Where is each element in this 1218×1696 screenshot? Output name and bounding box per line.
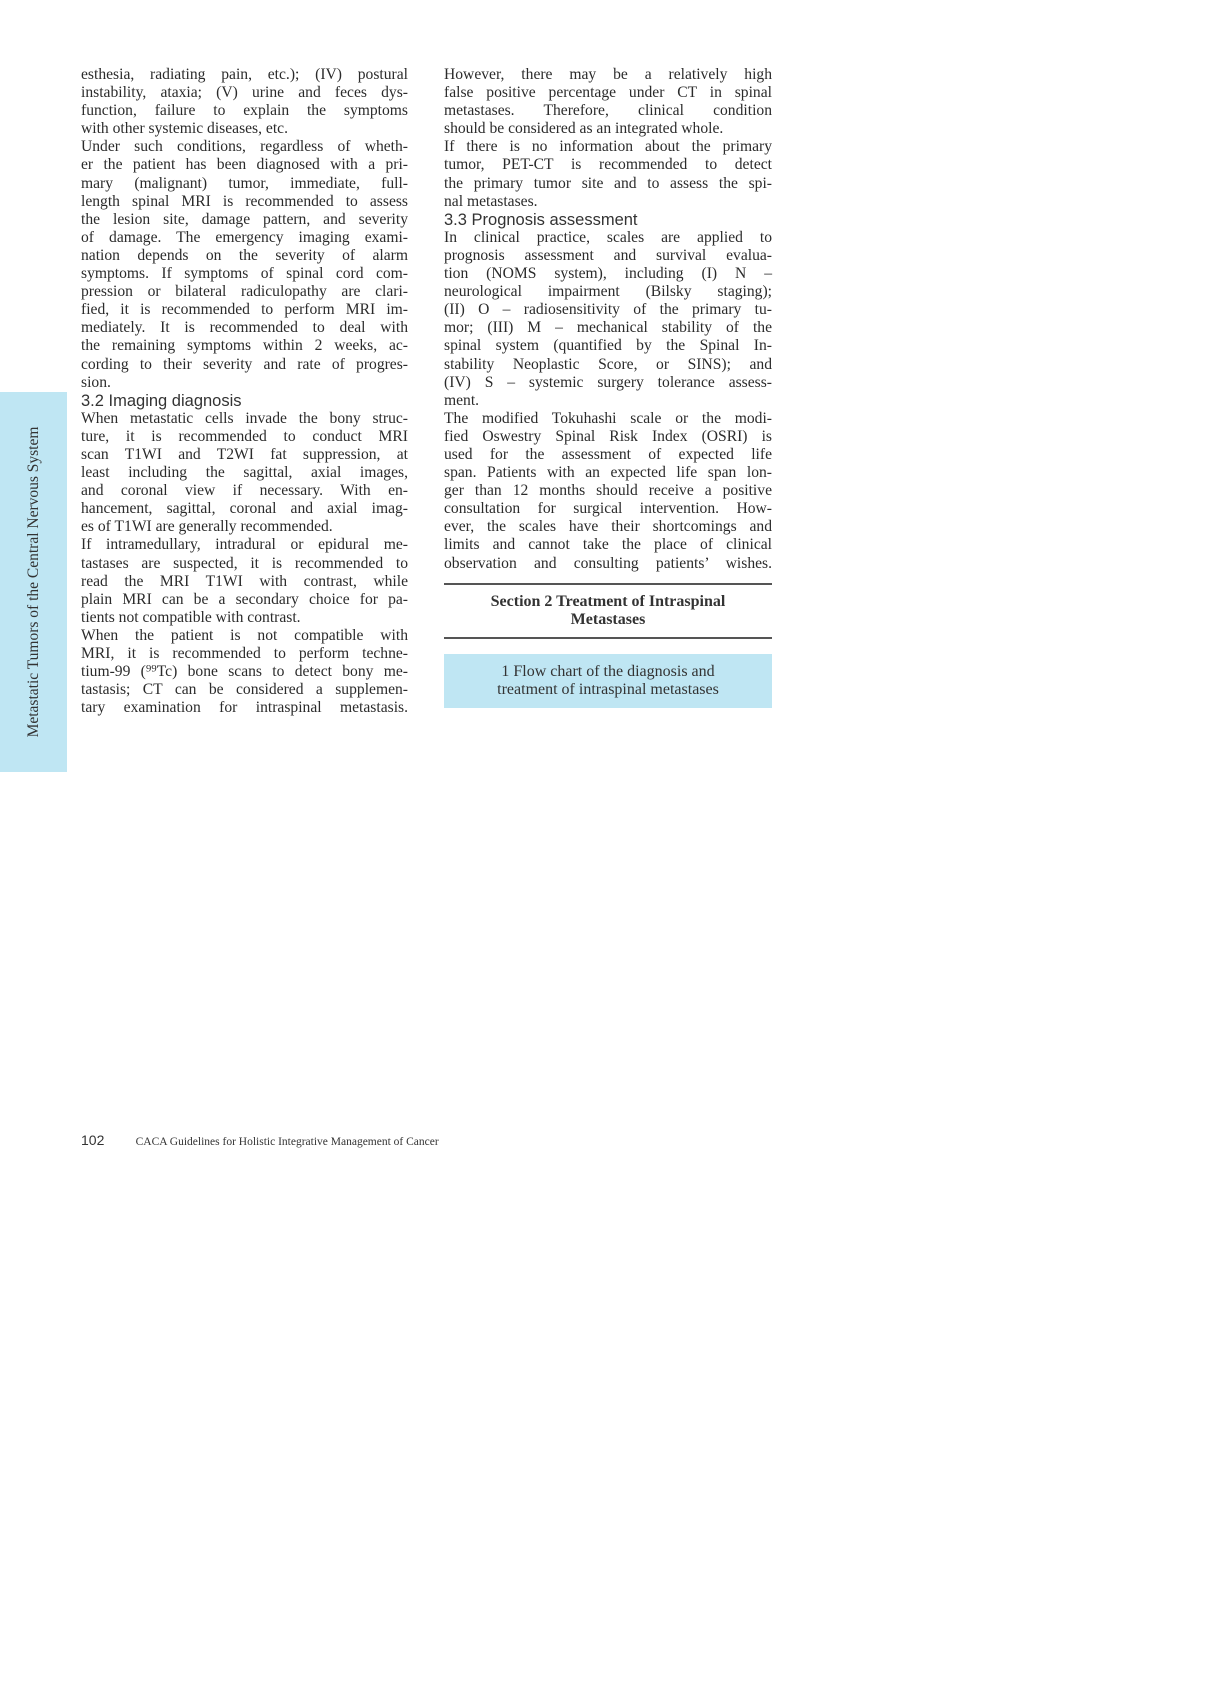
- text-line: observation and consulting patients’ wishes.: [444, 554, 772, 572]
- text-line: the primary tumor site and to assess the spi-: [444, 174, 772, 192]
- text-line: metastases. Therefore, clinical condition: [444, 102, 772, 120]
- text-line: length spinal MRI is recommended to assess: [81, 192, 408, 210]
- text-line: ever, the scales have their shortcomings and: [444, 518, 772, 536]
- text-line: the lesion site, damage pattern, and severity: [81, 210, 408, 228]
- page-number: 102: [81, 1132, 105, 1148]
- text-line: ment.: [444, 391, 480, 409]
- text-line: hancement, sagittal, coronal and axial imag-: [81, 500, 408, 518]
- text-line: the remaining symptoms within 2 weeks, ac-: [81, 337, 408, 355]
- text-line: (IV) S – systemic surgery tolerance assess-: [444, 373, 772, 391]
- text-line: symptoms. If symptoms of spinal cord com-: [81, 265, 408, 283]
- text-line: least including the sagittal, axial images,: [81, 464, 408, 482]
- text-line: tary examination for intraspinal metastasis.: [81, 699, 408, 717]
- text-line: When metastatic cells invade the bony struc-: [81, 409, 408, 427]
- text-line: spinal system (quantified by the Spinal In-: [444, 337, 772, 355]
- paragraph: [444, 229, 772, 410]
- text-line: read the MRI T1WI with contrast, while: [81, 572, 408, 590]
- text-line: should be considered as an integrated whole.: [444, 120, 724, 138]
- text-line: tion (NOMS system), including (I) N –: [444, 265, 772, 283]
- chapter-side-tab-label: Metastatic Tumors of the Central Nervous System: [24, 426, 42, 738]
- text-line: of damage. The emergency imaging exami-: [81, 228, 408, 246]
- text-line: limits and cannot take the place of clinical: [444, 536, 772, 554]
- chapter-side-tab: [0, 392, 67, 772]
- text-line: fied Oswestry Spinal Risk Index (OSRI) is: [444, 427, 772, 445]
- page-footer: [81, 1132, 439, 1149]
- paragraph: [444, 410, 772, 573]
- text-line: function, failure to explain the symptoms: [81, 102, 408, 120]
- text-line: scan T1WI and T2WI fat suppression, at: [81, 445, 408, 463]
- subsection-heading: 3.3 Prognosis assessment: [444, 210, 638, 229]
- text-line: pression or bilateral radiculopathy are clari-: [81, 283, 408, 301]
- flow-chart-heading-line: 1 Flow chart of the diagnosis and: [501, 663, 715, 680]
- text-line: neurological impairment (Bilsky staging);: [444, 283, 772, 301]
- text-line: es of T1WI are generally recommended.: [81, 518, 333, 536]
- section-heading-line: Metastases: [570, 611, 646, 628]
- text-line: tastases are suspected, it is recommended to: [81, 554, 408, 572]
- text-line: ger than 12 months should receive a positive: [444, 482, 772, 500]
- text-line: When the patient is not compatible with: [81, 626, 408, 644]
- subsection-heading: 3.2 Imaging diagnosis: [81, 391, 242, 410]
- text-line: (II) O – radiosensitivity of the primary tu-: [444, 301, 772, 319]
- paragraph: [81, 410, 408, 537]
- text-line: sion.: [81, 373, 111, 391]
- text-line: However, there may be a relatively high: [444, 66, 772, 83]
- text-line: prognosis assessment and survival evalua-: [444, 246, 772, 264]
- text-line: In clinical practice, scales are applied to: [444, 228, 772, 246]
- text-line: span. Patients with an expected life span lon-: [444, 464, 772, 482]
- text-line: tients not compatible with contrast.: [81, 608, 301, 626]
- running-title: CACA Guidelines for Holistic Integrative Management of Cancer: [135, 1136, 439, 1148]
- text-line: used for the assessment of expected life: [444, 445, 772, 463]
- section-heading-line: Section 2 Treatment of Intraspinal: [490, 593, 726, 610]
- text-line: If intramedullary, intradural or epidural me-: [81, 536, 408, 554]
- text-line: plain MRI can be a secondary choice for pa-: [81, 590, 408, 608]
- text-line: If there is no information about the primary: [444, 138, 772, 156]
- text-line: tastasis; CT can be considered a supplemen-: [81, 681, 408, 699]
- text-line: stability Neoplastic Score, or SINS); and: [444, 355, 772, 373]
- text-line: Under such conditions, regardless of wheth-: [81, 138, 408, 156]
- text-line: with other systemic diseases, etc.: [81, 120, 288, 138]
- text-line: tium-99 (⁹⁹Tc) bone scans to detect bony me-: [81, 663, 408, 681]
- text-line: mor; (III) M – mechanical stability of the: [444, 319, 772, 337]
- text-line: and coronal view if necessary. With en-: [81, 482, 408, 500]
- flow-chart-heading-box: [444, 654, 772, 708]
- text-line: ture, it is recommended to conduct MRI: [81, 427, 408, 445]
- text-line: MRI, it is recommended to perform techne-: [81, 645, 408, 662]
- text-line: fied, it is recommended to perform MRI im-: [81, 301, 408, 319]
- paragraph: [81, 536, 408, 626]
- paragraph: [81, 627, 408, 717]
- paragraph: [444, 138, 772, 210]
- text-line: mediately. It is recommended to deal with: [81, 319, 408, 337]
- paragraph: [444, 66, 772, 138]
- section-heading: [444, 583, 772, 639]
- text-line: cording to their severity and rate of progres-: [81, 355, 408, 373]
- text-line: mary (malignant) tumor, immediate, full-: [81, 174, 408, 192]
- text-line: er the patient has been diagnosed with a pri-: [81, 156, 408, 174]
- text-line: The modified Tokuhashi scale or the modi-: [444, 409, 772, 427]
- text-line: instability, ataxia; (V) urine and feces dys-: [81, 84, 408, 102]
- left-column: [81, 66, 408, 717]
- text-line: nation depends on the severity of alarm: [81, 246, 408, 264]
- text-line: false positive percentage under CT in spinal: [444, 84, 772, 102]
- text-line: nal metastases.: [444, 192, 538, 210]
- text-line: consultation for surgical intervention. How-: [444, 500, 772, 518]
- paragraph: [81, 138, 408, 391]
- text-line: esthesia, radiating pain, etc.); (IV) postural: [81, 66, 408, 83]
- text-line: tumor, PET-CT is recommended to detect: [444, 156, 772, 174]
- flow-chart-heading-line: treatment of intraspinal metastases: [497, 681, 719, 698]
- right-column: [444, 66, 772, 573]
- paragraph: [81, 66, 408, 138]
